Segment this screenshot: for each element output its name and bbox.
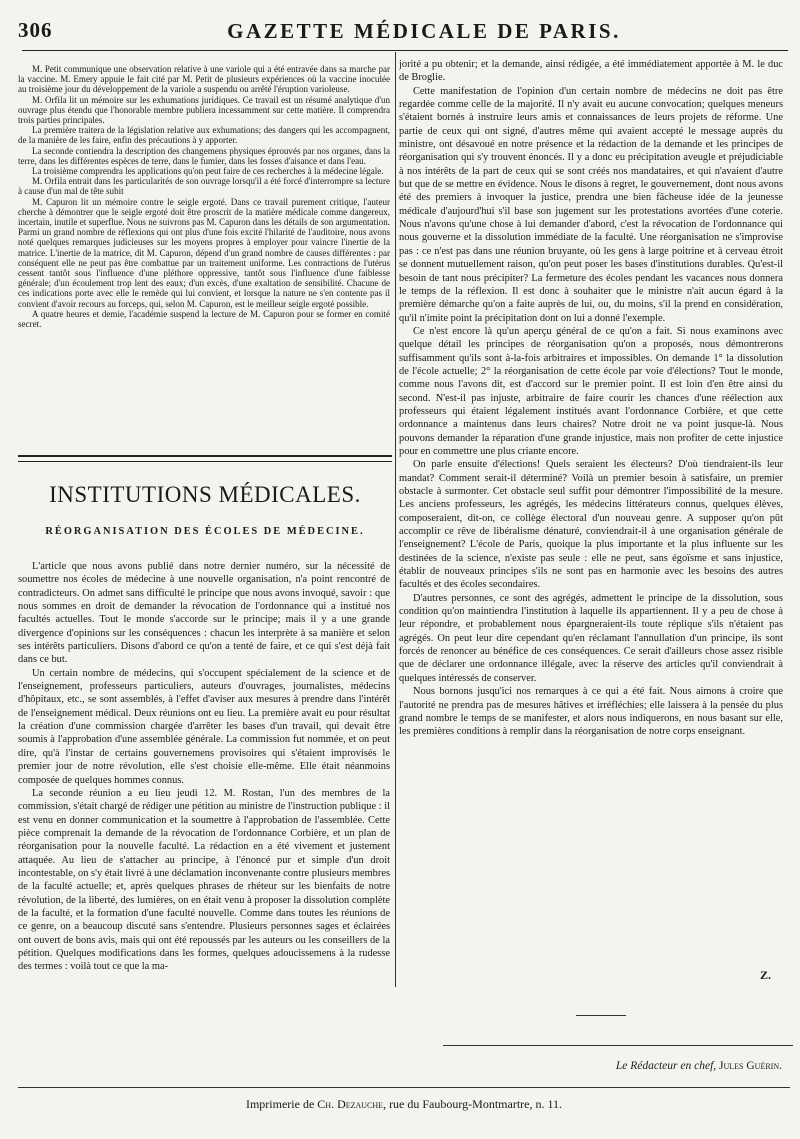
paragraph: On parle ensuite d'élections! Quels seraient les électeurs? D'où tiendraient-ils leur mandat? Comment serait-il déterminé? Voilà un premier besoin à satisfaire, un premier obstacle à surmonter. Cet obstacle seul suffit pour démontrer l'impossibilité de la mesure. Les anciens professeurs, les agrégés, les médecins littérateurs connus, quelques élèves, composeraient, dit-on, ce collège électoral d'un nouveau genre. A supposer qu'on pût accomplir ce rêve de libéralisme dénaturé, conviendrait-il à une organisation générale de l'enseignement? L'école de Paris, quoique la plus importante et la plus influente sur les destinées de la science, n'existe pas seule : elle ne peut, sans égoïsme et sans injustice, établir de nouveaux principes s'ils ne sont pas en harmonie avec les besoins des autres facultés et des écoles secondaires. bbox=[399, 459, 783, 591]
paragraph: L'article que nous avons publié dans notre dernier numéro, sur la nécessité de soumettre nos écoles de médecine à une nouvelle organisation, n'a point rencontré de contradicteurs. On admet sans difficulté le principe que nous avons invoqué, savoir : que nous sommes en droit de demander la révocation de l'ordonnance qui a institué nos facultés actuelles. Tout le monde s'accorde sur le principe; mais il y a une grande divergence d'opinions sur les conséquences : chacun les interprète à sa manière et selon ses intérêts particuliers. Disons d'abord ce qu'on a tenté de faire, et ce qui s'est déjà fait dans ce but. bbox=[18, 561, 390, 666]
article-column-left bbox=[18, 560, 390, 1100]
paragraph: jorité a pu obtenir; et la demande, ainsi rédigée, a été immédiatement apportée à M. le duc de Broglie. bbox=[399, 59, 783, 84]
imprint-line bbox=[18, 1097, 790, 1112]
paragraph: La troisième comprendra les applications qu'on peut faire de ces recherches à la médecine légale. bbox=[32, 166, 384, 177]
section-subtitle: RÉORGANISATION DES ÉCOLES DE MÉDECINE. bbox=[45, 526, 365, 537]
editor-name: Jules Guérin. bbox=[719, 1060, 782, 1072]
article-column-right bbox=[399, 58, 783, 984]
section-title: INSTITUTIONS MÉDICALES. bbox=[49, 482, 361, 507]
paragraph: La seconde contiendra la description des changemens physiques éprouvés par nos organes, dans la terre, dans les différentes espèces de terre, dans le fumier, dans les fosses d'aisance et dans l'eau. bbox=[18, 145, 390, 166]
paragraph: Nous bornons jusqu'ici nos remarques à ce qui a été fait. Nous aimons à croire que l'autorité ne prendra pas de mesures hâtives et irréfléchies; elle laissera à la pensée du plus grand nombre le temps de se manifester, et alors nous indiquerons, en nous basant sur elle, les premières conditions à remplir dans la réorganisation de notre corps enseignant. bbox=[399, 686, 783, 738]
newspaper-page bbox=[18, 0, 790, 1139]
academy-report-column bbox=[18, 64, 390, 449]
editor-credit bbox=[616, 1060, 782, 1072]
paragraph: Un certain nombre de médecins, qui s'occupent spécialement de la science et de l'enseignement, professeurs particuliers, auteurs d'ouvrages, journalistes, médecins d'hôpitaux, etc., se sont assemblés, à l'effet d'aviser aux mesures à prendre dans l'intérêt de l'enseignement médical. Deux réunions ont eu lieu. La première avait eu pour résultat la création d'une commission chargée d'arrêter les bases d'un travail, qui devait être soumis à l'approbation d'une assemblée générale. La commission fut nommée, et on peut dire, qu'à l'instar de certains gouvernemens provisoires qui s'étaient improvisés le premier jour de notre révolution, elle s'est choisie elle-même. Elle était néanmoins composée de quelques hommes connus. bbox=[18, 667, 390, 786]
paragraph: Cette manifestation de l'opinion d'un certain nombre de médecins ne doit pas être regardée comme celle de la majorité. Il n'y avait eu aucune convocation; quelques meneurs s'étaient bornés à instruire leurs amis et connaissances de leurs projets de réforme. Une partie de ceux qui ont signé, d'autres même qui avaient accepté le message auprès du ministre, ont désavoué en notre présence et la rédaction de la demande et les principes de réorganisation qui s'y trouvent énoncés. Il y a donc eu précipitation aveugle et préjudiciable à nos intérêts de la part de ceux qui se sont créés nos mandataires, et qui n'avaient d'autre but que de se mettre en évidence. Nous le disons à regret, le gouvernement, dont nous avons été des premiers à invoquer la justice, prendra une bien fâcheuse idée de la jeunesse médicale d'aujourd'hui s'il base son jugement sur les protestations avortées d'une coterie. Nous n'avons qu'une chose à lui demander d'abord, c'est la révocation de l'ordonnance qui nous gouverne et la dissolution immédiate de la faculté. Une réorganisation ne s'improvise pas : ce n'est pas dans une réunion bruyante, où les gens à large poitrine et à cerveau étroit se donnent mutuellement raison, qu'on peut poser les bases d'institutions durables. Qu'est-il besoin de tant nous précipiter? La fermeture des écoles pendant les vacances nous donnera le temps de la réflexion. Il est donc à souhaiter que le ministre n'ait aucun égard à la première démarche qu'on a faite auprès de lui, ou, du moins, s'il la prend en considération, qu'il n'imite point la précipitation dont on lui a donné l'exemple. bbox=[399, 85, 783, 324]
imprint-address: , rue du Faubourg-Montmartre, n. 11. bbox=[383, 1097, 563, 1111]
printer-name: Ch. Dezauche bbox=[317, 1097, 384, 1111]
column-divider bbox=[395, 52, 396, 987]
editor-label: Le Rédacteur en chef, bbox=[615, 1060, 717, 1072]
author-signature: Z. bbox=[760, 968, 772, 982]
page-number: 306 bbox=[18, 18, 53, 42]
paragraph: M. Orfila entrait dans les particularités de son ouvrage lorsqu'il a été forcé d'interrompre sa lecture à cause d'un mal de tête subit bbox=[18, 176, 390, 197]
paragraph: M. Capuron lit un mémoire contre le seigle ergoté. Dans ce travail purement critique, l'auteur cherche à démontrer que le seigle ergoté doit être proscrit de la matière médicale comme dangereux, incertain, inutile et superflue. Nous ne suivrons pas M. Capuron dans les détails de son argumentation. Parmi un grand nombre de réflexions qui ont plus d'une fois excité l'hilarité de l'auditoire, nous avons noté quelques remarques judicieuses sur les moyens propres à employer pour vaincre l'inertie de la matrice. L'inertie de la matrice, dit M. Capuron, dépend d'un grand nombre de causes différentes : par conséquent elle ne peut pas être combattue par un traitement uniforme. Les contractions de l'utérus cessent tantôt sous l'influence d'une pléthore oppressive, tantôt sous l'influence d'une faiblesse générale; d'un écoulement trop lent des eaux; d'un excès, d'une exaltation de sensibilité. Chacune de ces indications porte avec elle le remède qui lui convient, et lorsque la nature ne s'en contente pas il convient d'avoir recours au forceps, qui, selon M. Capuron, est le meilleur seigle ergoté possible. bbox=[18, 196, 390, 309]
imprint-prefix: Imprimerie de bbox=[245, 1097, 315, 1111]
page-header bbox=[18, 18, 790, 46]
paragraph: A quatre heures et demie, l'académie suspend la lecture de M. Capuron pour se former en comité secret. bbox=[18, 308, 390, 330]
paragraph: M. Petit communique une observation relative à une variole qui a été entravée dans sa marche par la vaccine. M. Emery appuie le fait cité par M. Petit de plusieurs expériences où la vaccine inoculée au troisième jour du développement de la variole a suspendu ou arrêté l'éruption varioleuse. bbox=[18, 64, 390, 95]
section-double-rule bbox=[18, 455, 392, 462]
masthead-title: GAZETTE MÉDICALE DE PARIS. bbox=[227, 19, 621, 43]
editor-rule bbox=[443, 1045, 793, 1046]
paragraph: D'autres personnes, ce sont des agrégés, admettent le principe de la dissolution, sous condition qu'on maintiendra l'institution à laquelle ils appartiennent. Il y a peu de chose à leur répondre, et probablement nous épargneraient-ils toute réplique s'ils n'étaient pas agrégés. On peut leur dire cependant qu'en réclamant l'annullation d'un principe, ils sont forcés de renoncer au bénéfice de ces conséquences. Ce serait d'ailleurs chose assez risible que de déclarer une ordonnance illégale, avec la réserve des articles qu'il conviendrait à quelques intéressés de conserver. bbox=[399, 592, 783, 684]
paragraph: La seconde réunion a eu lieu jeudi 12. M. Rostan, l'un des membres de la commission, s'était chargé de rédiger une pétition au ministre de l'instruction publique : il est venu en donner communication et la soumettre à l'approbation de l'assemblée. Cette pièce comprenait la demande de la révocation de l'ordonnance Corbière, et un plan de réorganisation pour la nouvelle faculté. La rédaction en a été vivement et justement attaquée. Au lieu de s'attacher au principe, à l'énoncé pur et simple d'un droit incontestable, on s'y était livré à une déclamation inconvenante contre plusieurs membres de la faculté actuelle; et, après quelques phrases de rhéteur sur les bienfaits de notre révolution, de la liberté, des lumières, on en était venu à proposer la dissolution complète de la faculté, et la formation d'une faculté nouvelle. Comme dans toutes les réunions de ce genre, on a beaucoup discuté sans s'entendre. Plusieurs personnes sages et éclairées ont ouvert de bons avis, mais qui ont été repoussés par les auteurs ou les conseillers de la pétition. Quelques modifications dans les formes, quelques adoucissemens à la rudesse des termes : voilà tout ce que la ma- bbox=[18, 787, 390, 973]
footer-rule bbox=[18, 1087, 790, 1088]
paragraph: M. Orfila lit un mémoire sur les exhumations juridiques. Ce travail est un résumé analytique d'un ouvrage plus étendu que l'honorable membre publiera incessamment sur cette matière. Il comprendra trois parties principales. bbox=[18, 94, 390, 126]
paragraph: La première traitera de la législation relative aux exhumations; des dangers qui les accompagnent, de la manière de les faire, enfin des précautions à y apporter. bbox=[18, 125, 390, 146]
header-rule bbox=[22, 50, 788, 51]
paragraph: Ce n'est encore là qu'un aperçu général de ce qu'on a fait. Si nous examinons avec quelque détail les principes de réorganisation qu'on a proposés, nous démontrerons suffisamment qu'ils sont à-la-fois arbitraires et impossibles. On demande 1° la dissolution de l'école actuelle; 2° la réorganisation de cette école par voie d'élections? Tout le monde, comme nous l'avons dit, est d'accord sur le premier point. Il est loin d'en être ainsi du second. N'est-il pas injuste, arbitraire de faire courir les chances d'une réélection aux professeurs qui étaient légalement institués avant l'ordonnance Corbière, et que cette ordonnance a maintenus dans leurs chaires? Notre droit ne va point jusque-là. Nous pouvons demander la réparation d'une grande injustice, mais non profiter de cette injustice pour en commettre une plus criante encore. bbox=[399, 325, 783, 457]
end-rule bbox=[576, 1015, 626, 1016]
